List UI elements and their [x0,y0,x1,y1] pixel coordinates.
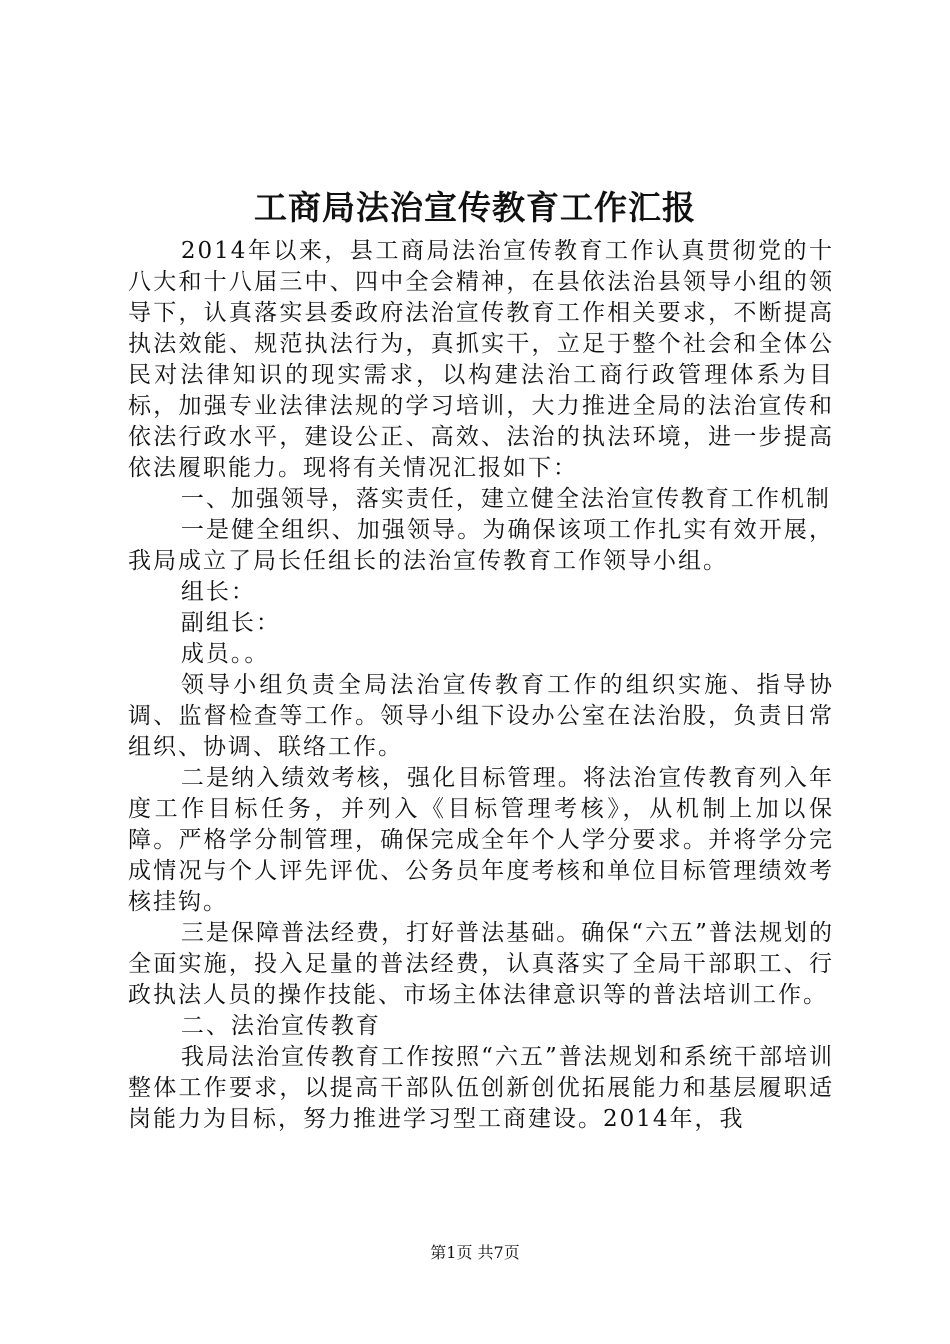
paragraph-group-duties: 领导小组负责全局法治宣传教育工作的组织实施、指导协调、监督检查等工作。领导小组下设办公室在法治股，负责日常组织、协调、联络工作。 [128,672,834,760]
paragraph-organization: 一是健全组织、加强领导。为确保该项工作扎实有效开展，我局成立了局长任组长的法治宣传教育工作领导小组。 [128,517,834,574]
document-title: 工商局法治宣传教育工作汇报 [254,188,696,227]
paragraph-education: 我局法治宣传教育工作按照“六五”普法规划和系统干部培训整体工作要求，以提高干部队伍创新创优拓展能力和基层履职适岗能力为目标，努力推进学习型工商建设。2014年，我 [128,1044,834,1132]
paragraph-leader: 组长： [180,579,256,605]
paragraph-deputy-leader: 副组长： [180,610,281,636]
paragraph-funding: 三是保障普法经费，打好普法基础。确保“六五”普法规划的全面实施，投入足量的普法经费，认真落实了全局干部职工、行政执法人员的操作技能、市场主体法律意识等的普法培训工作。 [128,920,834,1008]
paragraph-performance: 二是纳入绩效考核，强化目标管理。将法治宣传教育列入年度工作目标任务，并列入《目标管理考核》，从机制上加以保障。严格学分制管理，确保完成全年个人学分要求。并将学分完成情况与个人评先评优、公务员年度考核和单位目标管理绩效考核挂钩。 [128,765,834,915]
page-number: 第1页 共7页 [430,1243,520,1262]
paragraph-members: 成员。。 [180,641,270,667]
paragraph-intro: 2014年以来，县工商局法治宣传教育工作认真贯彻党的十八大和十八届三中、四中全会精神，在县依法治县领导小组的领导下，认真落实县委政府法治宣传教育工作相关要求，不断提高执法效能、规范执法行为，真抓实干，立足于整个社会和全体公民对法律知识的现实需求，以构建法治工商行政管理体系为目标，加强专业法律法规的学习培训，大力推进全局的法治宣传和依法行政水平，建设公正、高效、法治的执法环境，进一步提高依法履职能力。现将有关情况汇报如下： [128,238,834,481]
section-heading-1: 一、加强领导，落实责任，建立健全法治宣传教育工作机制 [180,486,831,512]
document-body [128,236,834,1135]
section-heading-2: 二、法治宣传教育 [180,1013,381,1039]
